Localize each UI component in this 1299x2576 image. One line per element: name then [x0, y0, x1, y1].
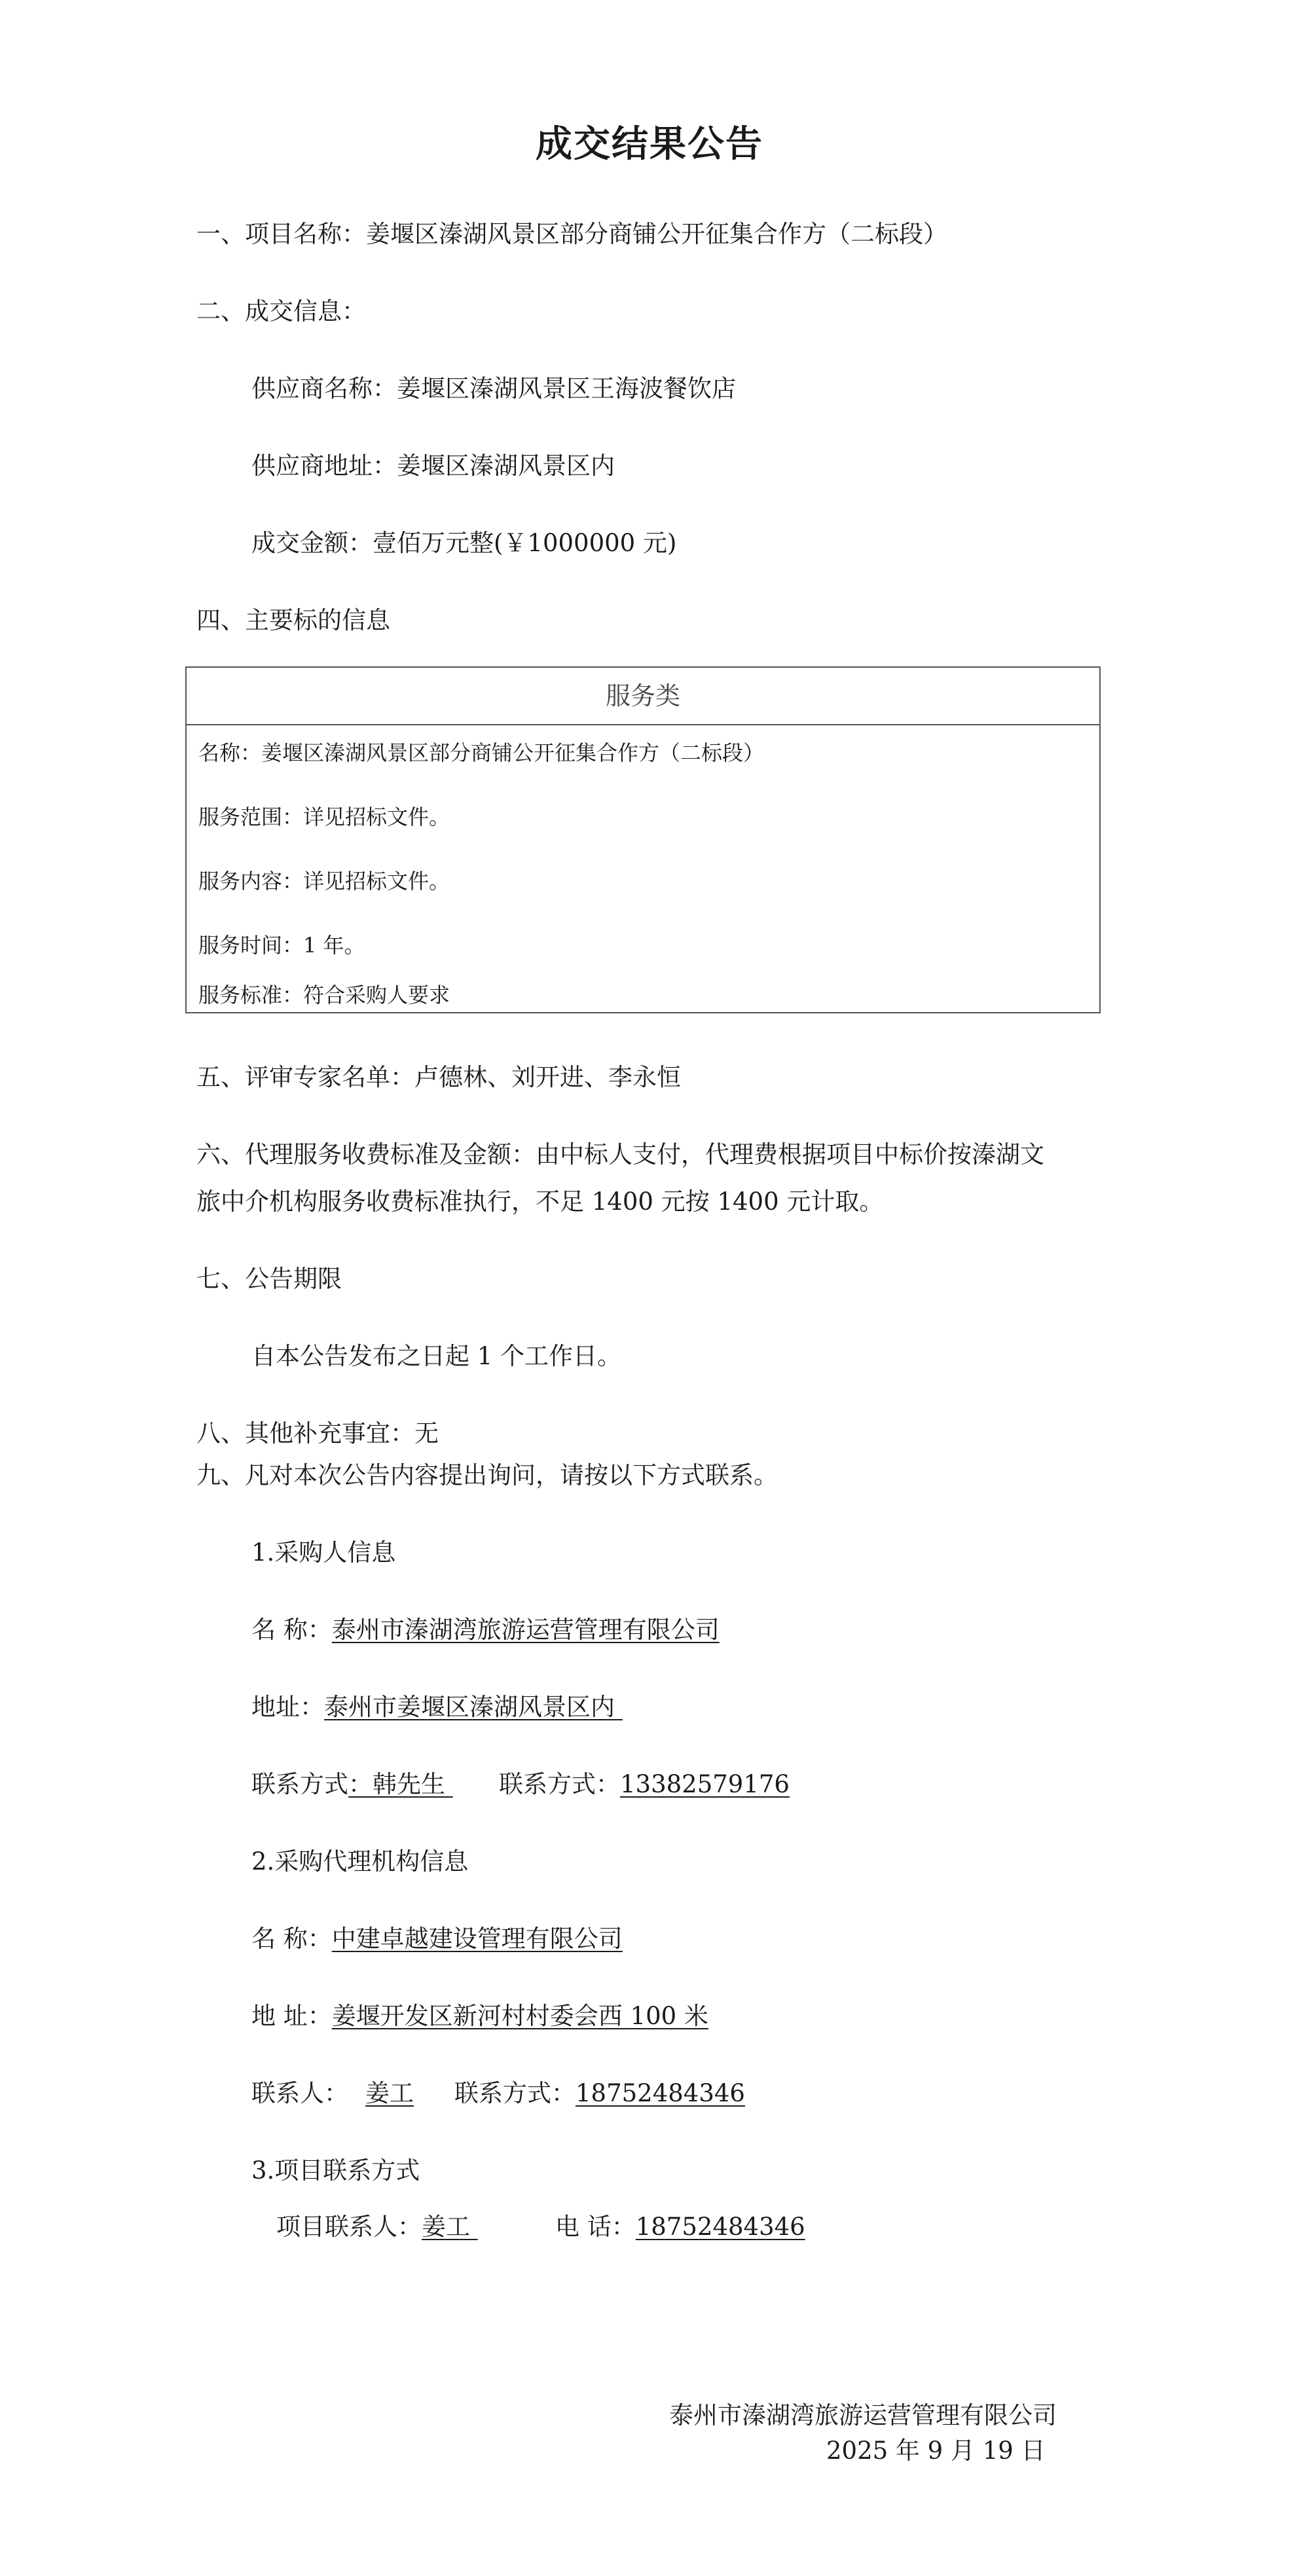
purchaser-phone-label: 联系方式： [499, 1770, 620, 1798]
purchaser-contact-value: ：韩先生 [348, 1770, 445, 1798]
project-contact-row [276, 2210, 805, 2244]
section-experts: 五、评审专家名单：卢德林、刘开进、李永恒 [196, 1063, 681, 1091]
service-name: 名称：姜堰区溱湖风景区部分商铺公开征集合作方（二标段） [198, 740, 765, 765]
section-inquiry: 九、凡对本次公告内容提出询问，请按以下方式联系。 [196, 1461, 778, 1489]
service-table-header: 服务类 [187, 668, 1099, 725]
service-content: 服务内容：详见招标文件。 [198, 869, 450, 894]
agency-heading: 2.采购代理机构信息 [251, 1847, 469, 1876]
purchaser-contact-blank [445, 1768, 494, 1802]
service-time: 服务时间：1 年。 [198, 933, 365, 958]
notice-period-body: 自本公告发布之日起 1 个工作日。 [251, 1342, 622, 1370]
section-other-matters: 八、其他补充事宜：无 [196, 1419, 439, 1447]
supplier-address: 供应商地址：姜堰区溱湖风景区内 [251, 452, 615, 480]
purchaser-contact-label: 联系方式 [251, 1770, 348, 1798]
agency-address-label: 地 址： [251, 2002, 332, 2030]
purchaser-address-blank [615, 1690, 629, 1724]
agency-address-row [251, 1999, 708, 2033]
service-scope: 服务范围：详见招标文件。 [198, 805, 450, 829]
purchaser-address-label: 地址： [251, 1693, 324, 1721]
agency-contact-label: 联系人： [251, 2079, 348, 2107]
agency-address-value: 姜堰开发区新河村村委会西 100 米 [331, 2002, 708, 2030]
purchaser-phone-value: 13382579176 [620, 1770, 790, 1798]
agency-name-value: 中建卓越建设管理有限公司 [331, 1925, 623, 1953]
deal-amount: 成交金额：壹佰万元整(￥1000000 元) [251, 529, 677, 557]
signature-date: 2025 年 9 月 19 日 [826, 2437, 1046, 2465]
section-agency-fee-line2: 旅中介机构服务收费标准执行，不足 1400 元按 1400 元计取。 [196, 1188, 884, 1216]
purchaser-name-row [251, 1613, 720, 1647]
section-deal-info: 二、成交信息： [196, 297, 366, 325]
project-contact-label: 项目联系人： [276, 2213, 422, 2241]
agency-name-row [251, 1922, 623, 1956]
page-title: 成交结果公告 [536, 122, 763, 166]
agency-phone-value: 18752484346 [576, 2079, 745, 2107]
project-phone-label: 电 话： [555, 2213, 636, 2241]
purchaser-address-row [251, 1690, 629, 1724]
agency-contact-value: 姜工 [365, 2079, 414, 2107]
project-contact-blank [470, 2210, 483, 2244]
section-main-subject: 四、主要标的信息 [196, 606, 390, 634]
purchaser-contact-row [251, 1768, 790, 1802]
supplier-name: 供应商名称：姜堰区溱湖风景区王海波餐饮店 [251, 374, 736, 403]
service-table [185, 666, 1101, 1013]
agency-phone-label: 联系方式： [454, 2079, 576, 2107]
agency-name-label: 名 称： [251, 1925, 332, 1953]
purchaser-name-value: 泰州市溱湖湾旅游运营管理有限公司 [331, 1616, 720, 1644]
section-notice-period: 七、公告期限 [196, 1265, 342, 1293]
section-agency-fee-line1: 六、代理服务收费标准及金额：由中标人支付，代理费根据项目中标价按溱湖文 [196, 1140, 1044, 1169]
project-contact-value: 姜工 [422, 2213, 470, 2241]
purchaser-heading: 1.采购人信息 [251, 1538, 396, 1567]
purchaser-address-value: 泰州市姜堰区溱湖风景区内 [324, 1693, 615, 1721]
project-phone-value: 18752484346 [635, 2213, 805, 2241]
section-project-name: 一、项目名称：姜堰区溱湖风景区部分商铺公开征集合作方（二标段） [196, 220, 947, 248]
purchaser-name-label: 名 称： [251, 1616, 332, 1644]
signature-org: 泰州市溱湖湾旅游运营管理有限公司 [669, 2401, 1057, 2429]
agency-contact-row [251, 2077, 745, 2111]
project-heading: 3.项目联系方式 [251, 2156, 420, 2185]
service-standard: 服务标准：符合采购人要求 [198, 983, 450, 1007]
